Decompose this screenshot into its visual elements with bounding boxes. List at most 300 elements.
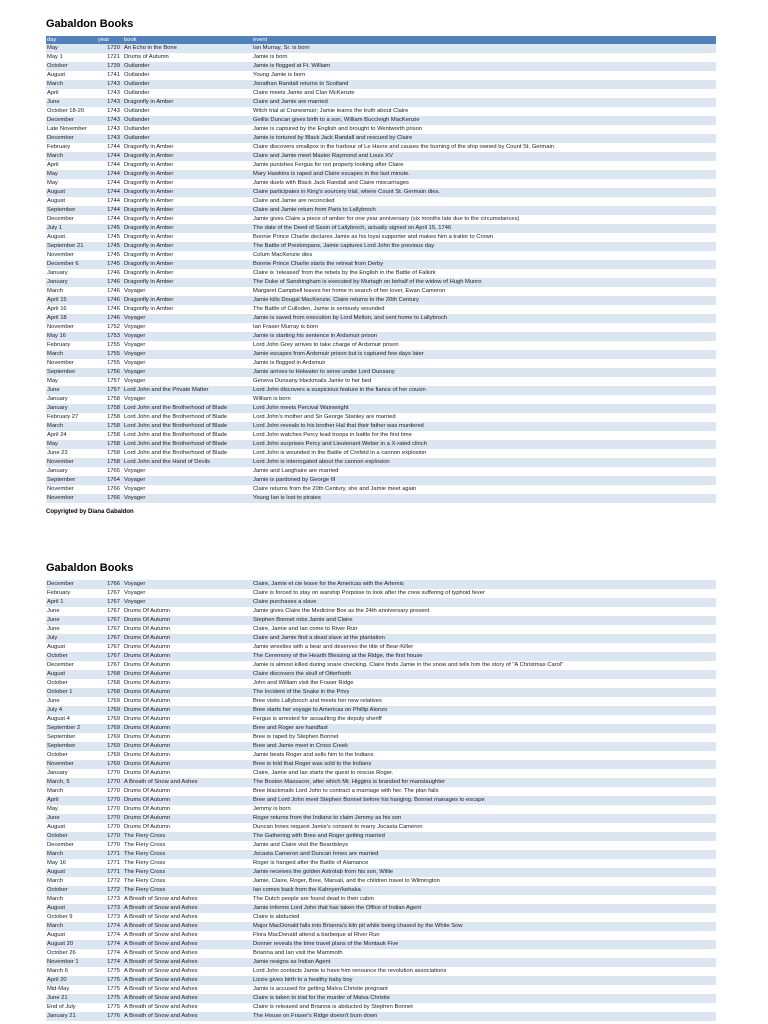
cell-book[interactable]: A Breath of Snow and Ashes <box>123 985 252 994</box>
table-row[interactable] <box>46 134 716 143</box>
cell-book[interactable]: A Breath of Snow and Ashes <box>123 976 252 985</box>
cell-event[interactable]: Lord John surprises Percy and Lieutenant Weber in a X-rated clinch <box>252 440 716 449</box>
cell-day[interactable]: April 16 <box>46 305 97 314</box>
cell-year[interactable]: 1758 <box>97 431 123 440</box>
header-event[interactable]: event <box>252 36 716 44</box>
cell-book[interactable]: Drums Of Autumn <box>123 760 252 769</box>
table-row[interactable] <box>46 404 716 413</box>
cell-year[interactable]: 1770 <box>97 814 123 823</box>
cell-year[interactable]: 1743 <box>97 125 123 134</box>
cell-book[interactable]: Dragonfly in Amber <box>123 170 252 179</box>
cell-book[interactable]: The Fiery Cross <box>123 832 252 841</box>
cell-event[interactable]: Jamie receives the golden Astrolab from his son, Willie <box>252 868 716 877</box>
cell-day[interactable]: March <box>46 350 97 359</box>
cell-event[interactable]: Jamie is captured by the English and brought to Wentworth prison <box>252 125 716 134</box>
table-row[interactable] <box>46 44 716 53</box>
cell-event[interactable]: Claire purchases a slave <box>252 598 716 607</box>
cell-day[interactable]: September <box>46 368 97 377</box>
cell-year[interactable]: 1744 <box>97 197 123 206</box>
cell-event[interactable]: Jamie arrives to Helwater to serve under Lord Dunsany <box>252 368 716 377</box>
cell-day[interactable]: May <box>46 440 97 449</box>
cell-year[interactable]: 1746 <box>97 305 123 314</box>
table-row[interactable] <box>46 161 716 170</box>
table-row[interactable] <box>46 368 716 377</box>
cell-year[interactable]: 1772 <box>97 886 123 895</box>
table-row[interactable] <box>46 98 716 107</box>
cell-year[interactable]: 1744 <box>97 206 123 215</box>
cell-book[interactable]: Dragonfly in Amber <box>123 179 252 188</box>
cell-day[interactable]: August <box>46 71 97 80</box>
cell-day[interactable]: July <box>46 634 97 643</box>
table-row[interactable] <box>46 724 716 733</box>
cell-book[interactable]: Voyager <box>123 377 252 386</box>
table-row[interactable] <box>46 332 716 341</box>
cell-event[interactable]: Jamie is flogged in Ardsmuir <box>252 359 716 368</box>
cell-book[interactable]: Outlander <box>123 125 252 134</box>
cell-event[interactable]: Bree and Lord John meet Stephen Bonnet before his hanging. Bonnet manages to escape <box>252 796 716 805</box>
header-book[interactable]: book <box>123 36 252 44</box>
cell-year[interactable]: 1775 <box>97 1003 123 1012</box>
cell-day[interactable]: March 6 <box>46 967 97 976</box>
cell-event[interactable]: Stephen Bonnet robs Jamie and Claire <box>252 616 716 625</box>
cell-event[interactable]: Claire and Jamie are married <box>252 98 716 107</box>
cell-event[interactable]: Jamie is born <box>252 53 716 62</box>
cell-day[interactable]: May <box>46 170 97 179</box>
cell-book[interactable]: Drums Of Autumn <box>123 607 252 616</box>
table-row[interactable] <box>46 386 716 395</box>
cell-day[interactable]: April 20 <box>46 976 97 985</box>
cell-day[interactable]: March <box>46 152 97 161</box>
cell-year[interactable]: 1775 <box>97 985 123 994</box>
cell-book[interactable]: A Breath of Snow and Ashes <box>123 778 252 787</box>
cell-book[interactable]: Voyager <box>123 350 252 359</box>
cell-book[interactable]: Drums Of Autumn <box>123 769 252 778</box>
cell-event[interactable]: Lord John watches Percy lead troops in battle for the first time <box>252 431 716 440</box>
cell-day[interactable]: November <box>46 494 97 503</box>
cell-event[interactable]: Duncan Innes request Jamie's consent to marry Jocasta Cameron <box>252 823 716 832</box>
cell-day[interactable]: September <box>46 733 97 742</box>
cell-year[interactable]: 1746 <box>97 296 123 305</box>
cell-event[interactable]: Jamie beats Roger and sells him to the Indians <box>252 751 716 760</box>
table-row[interactable] <box>46 494 716 503</box>
cell-book[interactable]: Drums Of Autumn <box>123 706 252 715</box>
table-row[interactable] <box>46 440 716 449</box>
cell-event[interactable]: Jamie resigns as Indian Agent <box>252 958 716 967</box>
table-row[interactable] <box>46 215 716 224</box>
cell-event[interactable]: Bree blackmails Lord John to contract a marriage with her. The plan fails <box>252 787 716 796</box>
cell-event[interactable]: Lord John reveals to his brother Hal that their father was murdered <box>252 422 716 431</box>
table-row[interactable] <box>46 467 716 476</box>
cell-book[interactable]: Voyager <box>123 314 252 323</box>
cell-event[interactable]: William is born <box>252 395 716 404</box>
cell-year[interactable]: 1774 <box>97 940 123 949</box>
cell-book[interactable]: Drums Of Autumn <box>123 796 252 805</box>
table-row[interactable] <box>46 895 716 904</box>
cell-day[interactable]: April 15 <box>46 296 97 305</box>
cell-year[interactable]: 1770 <box>97 823 123 832</box>
cell-book[interactable]: Voyager <box>123 368 252 377</box>
cell-year[interactable]: 1770 <box>97 796 123 805</box>
cell-event[interactable]: Lord John Grey arrives to take charge of Ardsmuir prison <box>252 341 716 350</box>
cell-day[interactable]: February <box>46 143 97 152</box>
cell-year[interactable]: 1773 <box>97 904 123 913</box>
cell-day[interactable]: February <box>46 341 97 350</box>
cell-book[interactable]: A Breath of Snow and Ashes <box>123 1012 252 1021</box>
cell-year[interactable]: 1746 <box>97 287 123 296</box>
table-row[interactable] <box>46 269 716 278</box>
cell-book[interactable]: Drums Of Autumn <box>123 805 252 814</box>
cell-book[interactable]: Drums Of Autumn <box>123 751 252 760</box>
cell-event[interactable]: Donner reveals the time travel plans of the Montauk Five <box>252 940 716 949</box>
cell-book[interactable]: Drums Of Autumn <box>123 814 252 823</box>
cell-day[interactable]: January <box>46 278 97 287</box>
cell-day[interactable]: May <box>46 179 97 188</box>
cell-event[interactable]: Roger is hanged after the Battle of Alamance <box>252 859 716 868</box>
cell-day[interactable]: September <box>46 742 97 751</box>
cell-event[interactable]: Ian comes back from the Kahnyen'kehaka <box>252 886 716 895</box>
header-day[interactable]: day <box>46 36 97 44</box>
table-row[interactable] <box>46 715 716 724</box>
cell-day[interactable]: October <box>46 652 97 661</box>
cell-year[interactable]: 1771 <box>97 859 123 868</box>
cell-day[interactable]: August 20 <box>46 940 97 949</box>
cell-year[interactable]: 1744 <box>97 161 123 170</box>
table-row[interactable] <box>46 143 716 152</box>
cell-book[interactable]: Lord John and the Brotherhood of Blade <box>123 404 252 413</box>
header-year[interactable]: year <box>97 36 123 44</box>
cell-day[interactable]: March <box>46 80 97 89</box>
table-row[interactable] <box>46 1012 716 1021</box>
cell-book[interactable]: Dragonfly in Amber <box>123 152 252 161</box>
cell-event[interactable]: Jamie duels with Black Jack Randall and Claire miscarriages <box>252 179 716 188</box>
cell-book[interactable]: Dragonfly in Amber <box>123 278 252 287</box>
table-row[interactable] <box>46 125 716 134</box>
cell-book[interactable]: Drums Of Autumn <box>123 616 252 625</box>
cell-day[interactable]: May 16 <box>46 859 97 868</box>
table-row[interactable] <box>46 233 716 242</box>
table-row[interactable] <box>46 314 716 323</box>
cell-year[interactable]: 1769 <box>97 697 123 706</box>
table-row[interactable] <box>46 224 716 233</box>
table-row[interactable] <box>46 697 716 706</box>
cell-book[interactable]: The Fiery Cross <box>123 859 252 868</box>
cell-year[interactable]: 1774 <box>97 922 123 931</box>
cell-book[interactable]: Voyager <box>123 485 252 494</box>
cell-year[interactable]: 1743 <box>97 134 123 143</box>
cell-event[interactable]: Jamie informs Lord John that has taken the Office of Indian Agent <box>252 904 716 913</box>
cell-year[interactable]: 1744 <box>97 170 123 179</box>
cell-event[interactable]: Jonathan Randall returns to Scotland <box>252 80 716 89</box>
cell-year[interactable]: 1753 <box>97 332 123 341</box>
table-row[interactable] <box>46 868 716 877</box>
cell-day[interactable]: December <box>46 215 97 224</box>
table-row[interactable] <box>46 778 716 787</box>
cell-event[interactable]: The Incident of the Snake in the Privy <box>252 688 716 697</box>
cell-event[interactable]: Young Ian is lost to pirates <box>252 494 716 503</box>
table-row[interactable] <box>46 814 716 823</box>
cell-event[interactable]: The Gathering with Bree and Roger getting married <box>252 832 716 841</box>
cell-day[interactable]: September 21 <box>46 242 97 251</box>
cell-day[interactable]: August <box>46 904 97 913</box>
cell-year[interactable]: 1768 <box>97 670 123 679</box>
table-row[interactable] <box>46 197 716 206</box>
table-row[interactable] <box>46 188 716 197</box>
table-row[interactable] <box>46 805 716 814</box>
cell-day[interactable]: January <box>46 395 97 404</box>
cell-day[interactable]: February <box>46 589 97 598</box>
cell-event[interactable]: Jamie escapes from Ardsmuir prison but is captured few days later <box>252 350 716 359</box>
table-row[interactable] <box>46 170 716 179</box>
cell-book[interactable]: Drums Of Autumn <box>123 652 252 661</box>
cell-day[interactable]: May 1 <box>46 53 97 62</box>
cell-book[interactable]: Drums Of Autumn <box>123 661 252 670</box>
cell-event[interactable]: Lizzie gives birth to a healthy baby boy <box>252 976 716 985</box>
cell-day[interactable]: June 23 <box>46 449 97 458</box>
cell-book[interactable]: Voyager <box>123 359 252 368</box>
cell-year[interactable]: 1770 <box>97 841 123 850</box>
cell-year[interactable]: 1757 <box>97 377 123 386</box>
cell-book[interactable]: A Breath of Snow and Ashes <box>123 967 252 976</box>
cell-book[interactable]: Outlander <box>123 80 252 89</box>
cell-book[interactable]: Voyager <box>123 580 252 589</box>
cell-day[interactable]: December 6 <box>46 260 97 269</box>
cell-event[interactable]: Claire participates in King's sourcery trial, where Count St. Germain dies. <box>252 188 716 197</box>
cell-day[interactable]: March <box>46 895 97 904</box>
cell-year[interactable]: 1767 <box>97 652 123 661</box>
cell-book[interactable]: Dragonfly in Amber <box>123 224 252 233</box>
table-row[interactable] <box>46 431 716 440</box>
table-row[interactable] <box>46 967 716 976</box>
cell-day[interactable]: March <box>46 287 97 296</box>
cell-day[interactable]: January <box>46 269 97 278</box>
cell-day[interactable]: April 24 <box>46 431 97 440</box>
table-row[interactable] <box>46 580 716 589</box>
cell-book[interactable]: A Breath of Snow and Ashes <box>123 931 252 940</box>
cell-book[interactable]: A Breath of Snow and Ashes <box>123 895 252 904</box>
cell-year[interactable]: 1770 <box>97 778 123 787</box>
cell-event[interactable]: Roger returns from the Indians to claim Jemmy as his son <box>252 814 716 823</box>
table-row[interactable] <box>46 296 716 305</box>
cell-event[interactable]: Mary Hawkins is raped and Claire escapes in the last minute. <box>252 170 716 179</box>
cell-book[interactable]: Voyager <box>123 332 252 341</box>
cell-year[interactable]: 1769 <box>97 706 123 715</box>
cell-event[interactable]: Claire and Jamie find a dead slave at the plantation <box>252 634 716 643</box>
table-row[interactable] <box>46 913 716 922</box>
cell-book[interactable]: Drums Of Autumn <box>123 715 252 724</box>
cell-year[interactable]: 1755 <box>97 359 123 368</box>
cell-book[interactable]: Drums Of Autumn <box>123 634 252 643</box>
cell-day[interactable]: October 18-20 <box>46 107 97 116</box>
cell-book[interactable]: Drums Of Autumn <box>123 625 252 634</box>
cell-year[interactable]: 1744 <box>97 179 123 188</box>
cell-year[interactable]: 1758 <box>97 422 123 431</box>
cell-book[interactable]: Lord John and the Private Matter <box>123 386 252 395</box>
cell-book[interactable]: Dragonfly in Amber <box>123 188 252 197</box>
cell-year[interactable]: 1766 <box>97 485 123 494</box>
cell-day[interactable]: August <box>46 188 97 197</box>
cell-year[interactable]: 1770 <box>97 787 123 796</box>
cell-year[interactable]: 1769 <box>97 760 123 769</box>
table-row[interactable] <box>46 652 716 661</box>
cell-year[interactable]: 1767 <box>97 634 123 643</box>
table-row[interactable] <box>46 769 716 778</box>
table-row[interactable] <box>46 679 716 688</box>
cell-book[interactable]: Dragonfly in Amber <box>123 305 252 314</box>
table-row[interactable] <box>46 751 716 760</box>
table-row[interactable] <box>46 278 716 287</box>
cell-book[interactable]: Dragonfly in Amber <box>123 260 252 269</box>
cell-year[interactable]: 1766 <box>97 494 123 503</box>
table-row[interactable] <box>46 116 716 125</box>
table-row[interactable] <box>46 841 716 850</box>
cell-day[interactable]: June 21 <box>46 994 97 1003</box>
cell-day[interactable]: September 2 <box>46 724 97 733</box>
cell-event[interactable]: The Battle of Culloden, Jamie is seriously wounded <box>252 305 716 314</box>
cell-year[interactable]: 1758 <box>97 458 123 467</box>
cell-day[interactable]: February 27 <box>46 413 97 422</box>
cell-event[interactable]: Jamie gives Claire the Medicine Box as the 24th anniversary present <box>252 607 716 616</box>
table-row[interactable] <box>46 733 716 742</box>
cell-day[interactable]: July 1 <box>46 224 97 233</box>
cell-day[interactable]: October 9 <box>46 913 97 922</box>
cell-year[interactable]: 1746 <box>97 278 123 287</box>
cell-book[interactable]: Drums Of Autumn <box>123 823 252 832</box>
cell-event[interactable]: Bree is told that Roger was sold to the Indians <box>252 760 716 769</box>
cell-book[interactable]: Lord John and the Hand of Devils <box>123 458 252 467</box>
cell-book[interactable]: The Fiery Cross <box>123 877 252 886</box>
cell-event[interactable]: Bonnie Prince Charlie starts the retreat from Derby <box>252 260 716 269</box>
cell-day[interactable]: December <box>46 580 97 589</box>
cell-event[interactable]: Colum MacKenzie dies <box>252 251 716 260</box>
table-row[interactable] <box>46 449 716 458</box>
table-row[interactable] <box>46 661 716 670</box>
cell-year[interactable]: 1745 <box>97 233 123 242</box>
cell-event[interactable]: Jemmy is born <box>252 805 716 814</box>
cell-day[interactable]: October <box>46 886 97 895</box>
table-row[interactable] <box>46 341 716 350</box>
cell-book[interactable]: Voyager <box>123 598 252 607</box>
cell-event[interactable]: Claire is abducted <box>252 913 716 922</box>
cell-event[interactable]: The Battle of Prestonpans, Jamie captures Lord John the previous day <box>252 242 716 251</box>
table-row[interactable] <box>46 958 716 967</box>
table-row[interactable] <box>46 359 716 368</box>
cell-year[interactable]: 1768 <box>97 679 123 688</box>
cell-year[interactable]: 1744 <box>97 188 123 197</box>
cell-day[interactable]: December <box>46 661 97 670</box>
cell-day[interactable]: May <box>46 44 97 53</box>
cell-event[interactable]: The Ceremony of the Hearth Blessing at the Ridge, the first house <box>252 652 716 661</box>
cell-book[interactable]: Outlander <box>123 71 252 80</box>
cell-year[interactable]: 1769 <box>97 742 123 751</box>
cell-event[interactable]: Geillis Duncan gives birth to a son, William Buccleigh MacKenzie <box>252 116 716 125</box>
cell-day[interactable]: July 4 <box>46 706 97 715</box>
cell-day[interactable]: November <box>46 458 97 467</box>
table-row[interactable] <box>46 832 716 841</box>
table-row[interactable] <box>46 305 716 314</box>
cell-year[interactable]: 1767 <box>97 661 123 670</box>
cell-event[interactable]: Bree visits Lallybroch and meets her new relatives <box>252 697 716 706</box>
cell-year[interactable]: 1758 <box>97 449 123 458</box>
cell-book[interactable]: A Breath of Snow and Ashes <box>123 958 252 967</box>
table-row[interactable] <box>46 242 716 251</box>
table-row[interactable] <box>46 859 716 868</box>
cell-year[interactable]: 1743 <box>97 80 123 89</box>
cell-event[interactable]: The Duke of Sandringham is executed by Murtagh on behalf of the widow of Hugh Munro <box>252 278 716 287</box>
table-row[interactable] <box>46 80 716 89</box>
table-row[interactable] <box>46 886 716 895</box>
cell-day[interactable]: October <box>46 832 97 841</box>
cell-year[interactable]: 1743 <box>97 98 123 107</box>
table-row[interactable] <box>46 940 716 949</box>
cell-event[interactable]: Jamie and Claire visit the Beardsleys <box>252 841 716 850</box>
table-row[interactable] <box>46 251 716 260</box>
cell-year[interactable]: 1767 <box>97 589 123 598</box>
cell-event[interactable]: Jamie, Claire, Roger, Bree, Marsali, and the children travel to Wilmington <box>252 877 716 886</box>
cell-day[interactable]: October <box>46 679 97 688</box>
table-row[interactable] <box>46 994 716 1003</box>
cell-event[interactable]: Claire, Jamie and Ian starts the quest to rescue Roger. <box>252 769 716 778</box>
cell-day[interactable]: August <box>46 197 97 206</box>
table-row[interactable] <box>46 607 716 616</box>
cell-book[interactable]: Drums Of Autumn <box>123 697 252 706</box>
cell-event[interactable]: Jamie punishes Fergus for not properly looking after Claire <box>252 161 716 170</box>
cell-book[interactable]: Voyager <box>123 395 252 404</box>
cell-event[interactable]: Jamie is saved from execution by Lord Melton, and sent home to Lallybroch <box>252 314 716 323</box>
table-row[interactable] <box>46 688 716 697</box>
cell-book[interactable]: Lord John and the Brotherhood of Blade <box>123 449 252 458</box>
cell-book[interactable]: A Breath of Snow and Ashes <box>123 1003 252 1012</box>
cell-event[interactable]: John and William visit the Fraser Ridge <box>252 679 716 688</box>
cell-book[interactable]: Drums Of Autumn <box>123 787 252 796</box>
cell-event[interactable]: Claire, Jamie et cie leave for the Americas with the Artemis <box>252 580 716 589</box>
cell-day[interactable]: March <box>46 850 97 859</box>
cell-book[interactable]: Dragonfly in Amber <box>123 206 252 215</box>
cell-day[interactable]: October <box>46 62 97 71</box>
table-row[interactable] <box>46 260 716 269</box>
cell-year[interactable]: 1752 <box>97 323 123 332</box>
table-row[interactable] <box>46 377 716 386</box>
cell-event[interactable]: Claire is released and Brianna is abducted by Stephen Bonnet <box>252 1003 716 1012</box>
table-row[interactable] <box>46 152 716 161</box>
cell-book[interactable]: Voyager <box>123 494 252 503</box>
cell-year[interactable]: 1746 <box>97 314 123 323</box>
cell-book[interactable]: The Fiery Cross <box>123 868 252 877</box>
cell-day[interactable]: August <box>46 823 97 832</box>
cell-year[interactable]: 1720 <box>97 44 123 53</box>
cell-year[interactable]: 1758 <box>97 413 123 422</box>
cell-book[interactable]: A Breath of Snow and Ashes <box>123 940 252 949</box>
cell-year[interactable]: 1745 <box>97 224 123 233</box>
cell-year[interactable]: 1769 <box>97 751 123 760</box>
table-row[interactable] <box>46 670 716 679</box>
cell-year[interactable]: 1767 <box>97 607 123 616</box>
cell-event[interactable]: Claire and Jamie meet Master Raymond and Louis XV <box>252 152 716 161</box>
cell-day[interactable]: January <box>46 404 97 413</box>
cell-book[interactable]: Drums of Autumn <box>123 53 252 62</box>
cell-event[interactable]: Claire meets Jamie and Clan McKenzie <box>252 89 716 98</box>
table-row[interactable] <box>46 589 716 598</box>
table-row[interactable] <box>46 760 716 769</box>
cell-year[interactable]: 1746 <box>97 269 123 278</box>
cell-year[interactable]: 1767 <box>97 616 123 625</box>
cell-year[interactable]: 1767 <box>97 625 123 634</box>
table-row[interactable] <box>46 850 716 859</box>
cell-year[interactable]: 1774 <box>97 958 123 967</box>
cell-event[interactable]: Lord John is interrogated about the cannon explosion <box>252 458 716 467</box>
cell-day[interactable]: June <box>46 386 97 395</box>
table-row[interactable] <box>46 796 716 805</box>
cell-event[interactable]: Jamie is accused for getting Malva Christie pregnant <box>252 985 716 994</box>
